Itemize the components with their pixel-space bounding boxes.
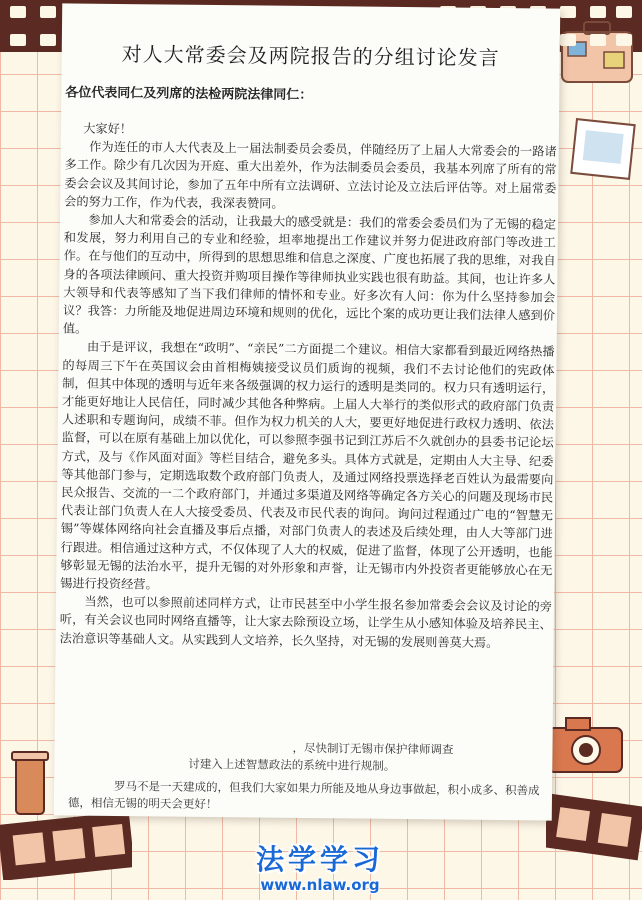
salutation: 各位代表同仁及列席的法检两院法律同仁： [65, 85, 313, 104]
body-paragraph: 由于是评议，我想在“政明”、“亲民”二方面提二个建议。相信大家都看到最近网络热播的每周三下午在英国议会由首相梅姨接受议员们质询的视频，我们不去讨论他们的宪政体制，但其中体现的透明与近年来各级强调的权力运行的透明是类同的。权力只有透明运行，才能更好地让人民信任，同时减少其他各种弊病。上届人大举行的类似形式的政府部门负责人述职和专题询问，成绩不菲。但作为权力机关的人大，要更好地促进行政权力透明、依法监督，可以在原有基础上加以优化，可以参照李强书记到江苏后不久就创办的县委书记论坛方式，及与《作风面对面》等栏目结合，避免多头。具体方式就是，定期由人大主导、纪委等其他部门参与，定期选取数个政府部门负责人，及通过网络投票选择老百姓认为最需要向民众报告、交流的一二个政府部门，并通过多渠道及网络等确定各方关心的问题及现场市民代表让部门负责人在人大接受委员、代表及市民代表的询问。询问过程通过广电的“智慧无锡”等媒体网络向社会直播及事后点播，对部门负责人的表述及后续处理，由人大等部门进行跟进。相信通过这种方式，不仅体现了人大的权威，促进了监督，体现了公开透明，也能够彰显无锡的法治水平，提升无锡的对外形象和声誉，让无锡市内外投资者更能够放心在无锡进行投资经营。 [60, 340, 555, 592]
filmstrip-icon [0, 810, 132, 880]
watermark-title: 法学学习 [255, 843, 384, 876]
partial-lines [68, 738, 547, 817]
photo-frame-icon [570, 118, 636, 180]
fragment-line: ，尽快制订无锡市保护律师调查 [292, 740, 454, 757]
site-watermark [210, 838, 430, 894]
camera-icon [540, 708, 628, 778]
watermark-url: www.nlaw.org [260, 876, 380, 894]
body-paragraph: 作为连任的市人大代表及上一届法制委员会委员，伴随经历了上届人大常委会的一路诸多工作。除少有几次因为开庭、重大出差外，作为法制委员会委员，我基本列席了所有的常委会会议及其间讨论，参加了五年中所有立法调研、立法讨论及立法后评估等。对上届常委会的努力工作，作为代表，我深表赞同。 [64, 139, 557, 211]
filmstrip-icon [546, 790, 642, 862]
body-paragraph: 当然，也可以参照前述同样方式，让市民甚至中小学生报名参加常委会会议及讨论的旁听，有关会议也同时网络直播等，让大家去除预设立场，让学生从小感知体验及培养民主、法治意识等基础人文。从实践到人文培养，长久坚持，对无锡的发展则善莫大焉。 [59, 594, 553, 650]
document-title: 对人大常委会及两院报告的分组讨论发言 [121, 42, 500, 70]
document-body [60, 119, 558, 652]
body-paragraph: 参加人大和常委会的活动，让我最大的感受就是：我们的常委会委员们为了无锡的稳定和发展，努力利用自己的专业和经验，坦率地提出工作建议并努力促进政府部门等改进工作。在与他们的互动中，所得到的思想思维和信息之深度、广度也拓展了我的思维，对我自身的各项法律顾问、重大投资并购项目操作等律师执业实践也很有助益。其间，也让许多人大领导和代表等感知了当下我们律师的情怀和专业。好多次有人问：你为什么坚持参加会议？我答：力所能及地促进周边环境和规则的优化，远比个案的成功更让我们法律人感到价值。 [62, 212, 557, 336]
document-page [54, 3, 560, 820]
cup-icon [10, 738, 50, 818]
fragment-line: 讨建入上述智慧政法的系统中进行规制。 [188, 756, 396, 773]
greeting: 大家好！ [83, 121, 133, 137]
closing-paragraph: 罗马不是一天建成的，但我们大家如果力所能及地从身边事做起，积小成多、积善成德，相信无锡的明天会更好！ [67, 779, 540, 812]
suitcase-icon [556, 18, 638, 88]
